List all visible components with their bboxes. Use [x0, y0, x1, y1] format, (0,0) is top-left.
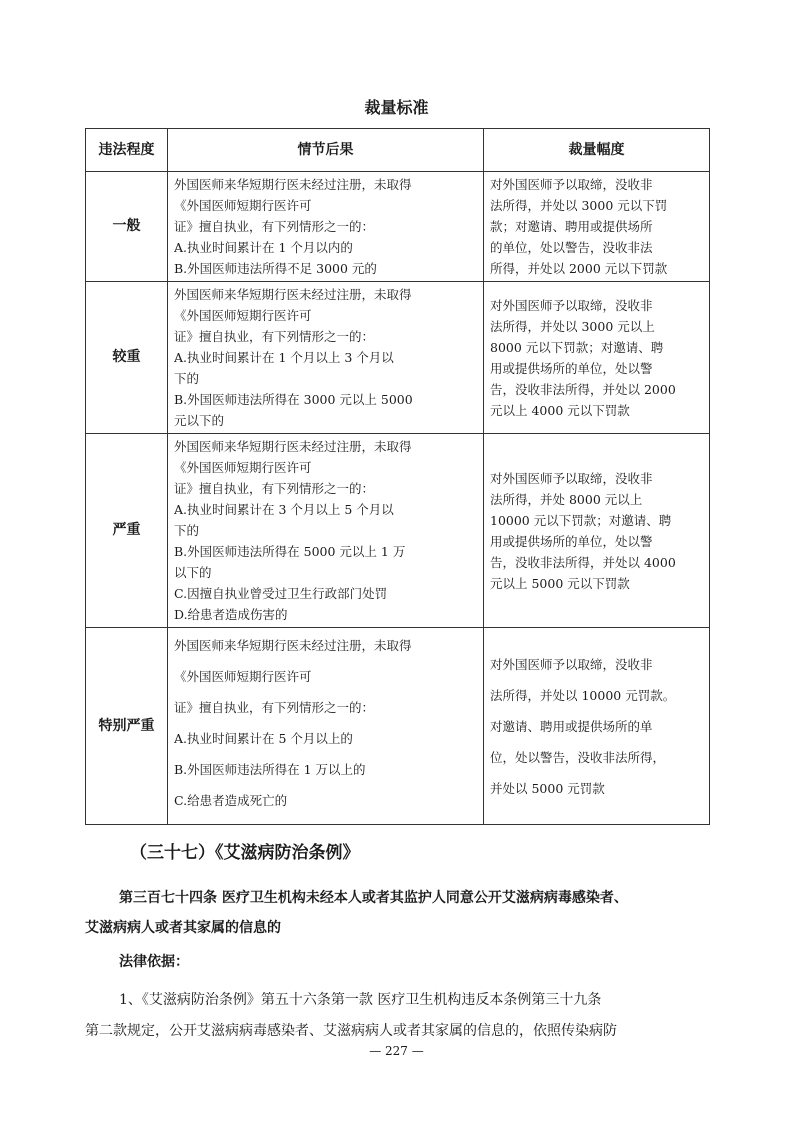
degree-cell: 一般	[86, 172, 168, 282]
table-header-row	[86, 129, 710, 172]
penalty-line: 8000 元以下罚款；对邀请、聘	[490, 339, 664, 355]
condition-line: 外国医师来华短期行医未经过注册，未取得	[174, 287, 412, 302]
section-heading: （三十七）《艾滋病防治条例》	[130, 843, 360, 863]
penalty-line: 法所得，并处 8000 元以上	[490, 491, 643, 507]
header-circumstances: 情节后果	[168, 129, 484, 172]
penalty-line: 对外国医师予以取缔，没收非	[490, 656, 653, 672]
table-row	[86, 282, 710, 434]
legal-basis-label: 法律依据：	[119, 954, 189, 970]
condition-line: A.执业时间累计在 1 个月以上 3 个月以	[174, 350, 394, 365]
condition-line: 以下的	[174, 565, 212, 580]
condition-line: 证》擅自执业，有下列情形之一的：	[174, 329, 375, 344]
degree-cell: 较重	[86, 282, 168, 434]
header-penalty-range: 裁量幅度	[484, 129, 710, 172]
penalty-line: 告，没收非法所得，并处以 4000	[490, 554, 676, 570]
conditions-cell	[168, 434, 484, 628]
condition-line: D.给患者造成伤害的	[174, 607, 288, 622]
condition-line: 《外国医师短期行医许可	[174, 198, 312, 213]
penalty-line: 所得，并处以 2000 元以下罚款	[490, 261, 668, 276]
conditions-cell	[168, 628, 484, 825]
condition-line: 证》擅自执业，有下列情形之一的：	[174, 700, 375, 715]
degree-cell: 严重	[86, 434, 168, 628]
article-heading-line: 艾滋病病人或者其家属的信息的	[85, 920, 281, 936]
condition-line: C.给患者造成死亡的	[174, 793, 288, 808]
condition-line: B.外国医师违法所得在 3000 元以上 5000	[174, 392, 413, 407]
penalty-line: 告，没收非法所得，并处以 2000	[490, 381, 676, 397]
condition-line: 下的	[174, 371, 200, 386]
paragraph-line: 1、《艾滋病防治条例》第五十六条第一款 医疗卫生机构违反本条例第三十九条	[119, 992, 602, 1008]
conditions-cell	[168, 282, 484, 434]
article-heading-line: 第三百七十四条 医疗卫生机构未经本人或者其监护人同意公开艾滋病病毒感染者、	[119, 890, 628, 906]
penalty-line: 对外国医师予以取缔，没收非	[490, 177, 653, 192]
condition-line: 《外国医师短期行医许可	[174, 669, 312, 684]
condition-line: 元以下的	[174, 413, 225, 428]
penalty-line: 对邀请、聘用或提供场所的单	[490, 718, 653, 734]
penalty-cell	[484, 172, 710, 282]
condition-line: C.因擅自执业曾受过卫生行政部门处罚	[174, 586, 388, 601]
condition-line: A.执业时间累计在 3 个月以上 5 个月以	[174, 502, 394, 517]
condition-line: B.外国医师违法所得在 1 万以上的	[174, 762, 366, 777]
discretion-standard-table	[85, 128, 710, 825]
condition-line: 外国医师来华短期行医未经过注册，未取得	[174, 439, 412, 454]
conditions-cell	[168, 172, 484, 282]
penalty-line: 位，处以警告，没收非法所得，	[490, 749, 666, 765]
penalty-line: 款；对邀请、聘用或提供场所	[490, 219, 653, 234]
degree-cell: 特别严重	[86, 628, 168, 825]
penalty-line: 对外国医师予以取缔，没收非	[490, 297, 653, 313]
penalty-line: 对外国医师予以取缔，没收非	[490, 470, 653, 486]
page-number: — 227 —	[369, 1044, 424, 1058]
penalty-line: 元以上 4000 元以下罚款	[490, 402, 630, 418]
condition-line: A.执业时间累计在 5 个月以上的	[174, 731, 353, 746]
condition-line: B.外国医师违法所得不足 3000 元的	[174, 261, 377, 276]
penalty-line: 用或提供场所的单位，处以警	[490, 533, 653, 549]
condition-line: 证》擅自执业，有下列情形之一的：	[174, 481, 375, 496]
penalty-cell	[484, 628, 710, 825]
condition-line: 下的	[174, 523, 200, 538]
condition-line: B.外国医师违法所得在 5000 元以上 1 万	[174, 544, 406, 559]
penalty-line: 的单位，处以警告，没收非法	[490, 240, 653, 255]
paragraph-line: 第二款规定，公开艾滋病病毒感染者、艾滋病病人或者其家属的信息的，依照传染病防	[85, 1023, 617, 1039]
penalty-line: 用或提供场所的单位，处以警	[490, 360, 653, 376]
header-degree: 违法程度	[86, 129, 168, 172]
penalty-line: 法所得，并处以 3000 元以下罚	[490, 198, 668, 213]
penalty-line: 法所得，并处以 3000 元以上	[490, 318, 655, 334]
table-row	[86, 172, 710, 282]
condition-line: A.执业时间累计在 1 个月以内的	[174, 240, 353, 255]
penalty-line: 10000 元以下罚款；对邀请、聘	[490, 512, 672, 528]
condition-line: 《外国医师短期行医许可	[174, 308, 312, 323]
penalty-line: 法所得，并处以 10000 元罚款。	[490, 687, 676, 703]
condition-line: 《外国医师短期行医许可	[174, 460, 312, 475]
penalty-line: 并处以 5000 元罚款	[490, 780, 605, 796]
condition-line: 证》擅自执业，有下列情形之一的：	[174, 219, 375, 234]
table-title: 裁量标准	[364, 98, 429, 117]
condition-line: 外国医师来华短期行医未经过注册，未取得	[174, 638, 412, 653]
article-heading	[85, 883, 709, 943]
penalty-line: 元以上 5000 元以下罚款	[490, 575, 630, 591]
table-row	[86, 628, 710, 825]
table-row	[86, 434, 710, 628]
condition-line: 外国医师来华短期行医未经过注册，未取得	[174, 177, 412, 192]
penalty-cell	[484, 282, 710, 434]
legal-basis-paragraph	[85, 985, 709, 1047]
penalty-cell	[484, 434, 710, 628]
